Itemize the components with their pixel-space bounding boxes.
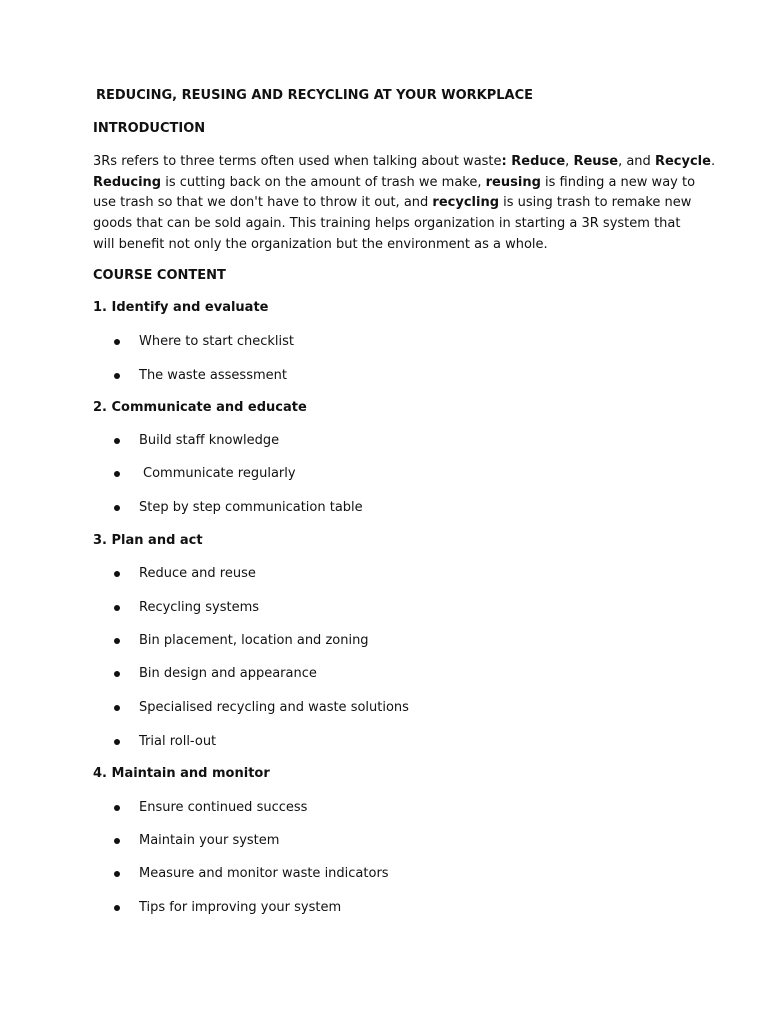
bullet-icon <box>114 373 120 379</box>
introduction-heading: INTRODUCTION <box>93 121 206 136</box>
section-heading: 4. Maintain and monitor <box>93 766 270 781</box>
list-item: Tips for improving your system <box>139 900 342 915</box>
list-item: Communicate regularly <box>143 466 296 481</box>
list-item: Bin design and appearance <box>139 666 317 681</box>
list-item: Ensure continued success <box>139 800 308 815</box>
bullet-icon <box>114 638 120 644</box>
term-reusing: reusing <box>485 174 541 190</box>
bullet-icon <box>114 838 120 844</box>
list-item: Trial roll-out <box>139 734 217 749</box>
document-title: REDUCING, REUSING AND RECYCLING AT YOUR WORKPLACE <box>96 88 534 103</box>
bullet-icon <box>114 905 120 911</box>
bullet-icon <box>114 571 120 577</box>
bullet-icon <box>114 505 120 511</box>
bullet-icon <box>114 471 120 477</box>
intro-line-5: will benefit not only the organization but the environment as a whole. <box>93 236 548 252</box>
list-item: Measure and monitor waste indicators <box>139 866 389 881</box>
list-item: Bin placement, location and zoning <box>139 633 369 648</box>
list-item: Recycling systems <box>139 600 260 615</box>
intro-text: 3Rs refers to three terms often used when talking about waste <box>93 154 502 169</box>
intro-line-2 <box>93 173 696 194</box>
intro-text: use trash so that we don't have to throw it out, and <box>93 195 433 211</box>
bullet-icon <box>114 739 120 745</box>
intro-line-4: goods that can be sold again. This training helps organization in starting a 3R system that <box>93 216 681 232</box>
bullet-icon <box>114 805 120 811</box>
term-reduce: : Reduce <box>501 154 566 169</box>
intro-text: , <box>565 154 574 169</box>
list-item: Specialised recycling and waste solutions <box>139 700 409 715</box>
intro-line-3 <box>93 193 692 214</box>
list-item: Build staff knowledge <box>139 433 280 448</box>
course-content-heading: COURSE CONTENT <box>93 268 226 283</box>
term-reducing: Reducing <box>93 174 162 190</box>
bullet-icon <box>114 339 120 345</box>
list-item: Reduce and reuse <box>139 566 256 581</box>
term-recycling: recycling <box>432 195 500 211</box>
bullet-icon <box>114 438 120 444</box>
list-item: Maintain your system <box>139 833 280 848</box>
bullet-icon <box>114 671 120 677</box>
introduction-paragraph <box>93 152 716 256</box>
section-heading: 3. Plan and act <box>93 533 203 548</box>
term-recycle: Recycle <box>654 154 711 169</box>
list-item: Where to start checklist <box>139 334 295 349</box>
list-item: The waste assessment <box>139 368 287 383</box>
intro-text: , and <box>618 154 655 169</box>
term-reuse: Reuse <box>573 154 619 169</box>
section-heading: 1. Identify and evaluate <box>93 300 269 315</box>
bullet-icon <box>114 605 120 611</box>
intro-text: is using trash to remake new <box>499 195 692 211</box>
list-item: Step by step communication table <box>139 500 363 515</box>
bullet-icon <box>114 705 120 711</box>
section-heading: 2. Communicate and educate <box>93 400 307 415</box>
bullet-icon <box>114 871 120 877</box>
intro-line-1 <box>93 152 716 173</box>
intro-text: is cutting back on the amount of trash we make, <box>161 174 486 190</box>
intro-text: . <box>710 154 716 169</box>
intro-text: is finding a new way to <box>540 174 696 190</box>
